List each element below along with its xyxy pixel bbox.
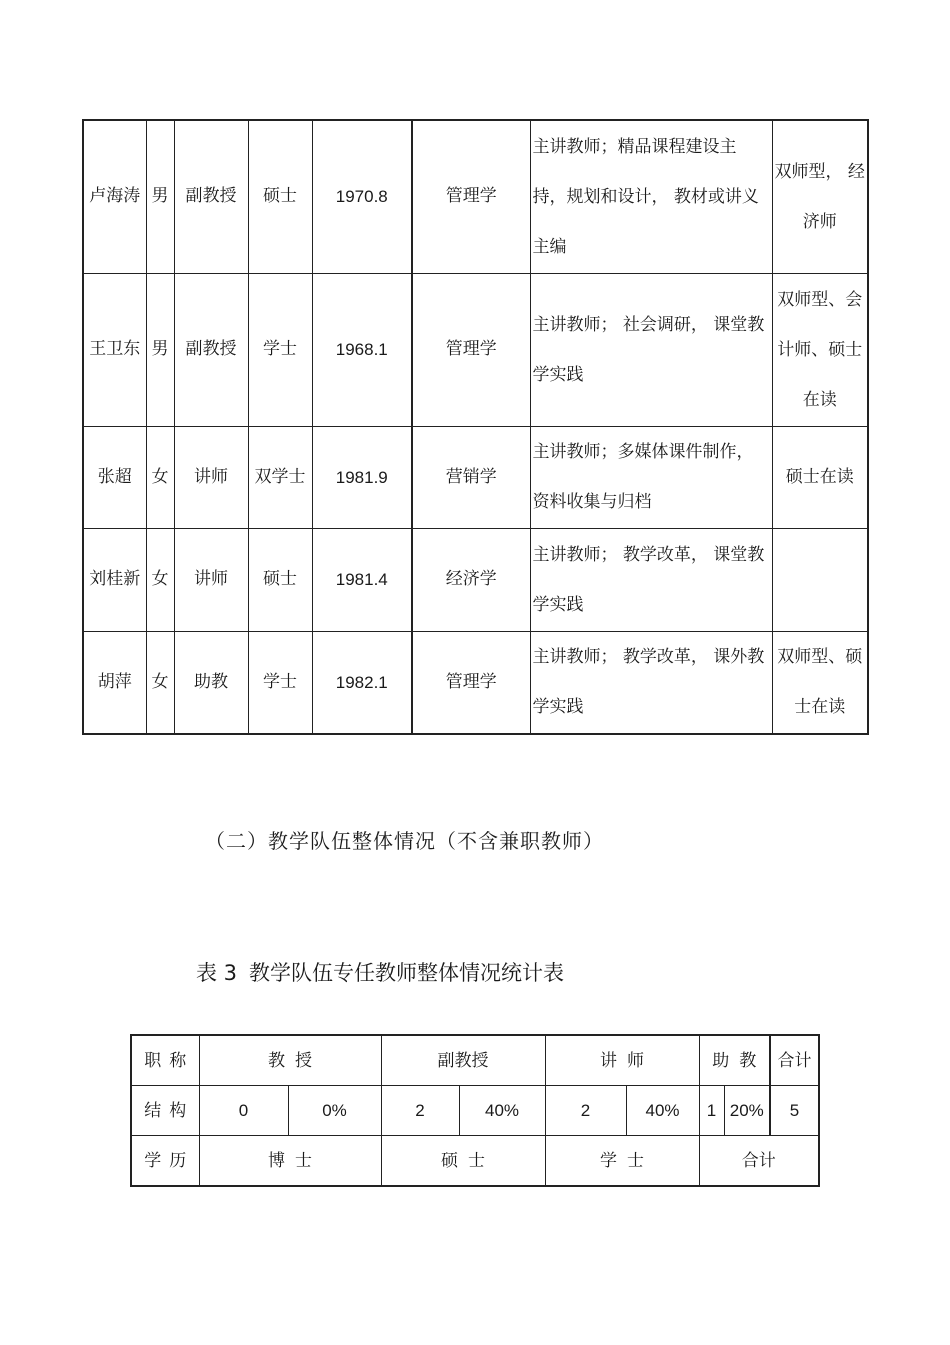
education-row	[131, 1136, 819, 1187]
note-line: 双师型、硕	[777, 647, 863, 668]
teacher-row	[83, 528, 868, 631]
note-line: 双师型、会	[777, 289, 863, 310]
teacher-major: 经济学	[412, 528, 530, 631]
assistant-pct: 20%	[724, 1086, 770, 1136]
note-line: 济师	[802, 211, 837, 232]
teacher-note	[772, 528, 868, 631]
teacher-note	[772, 120, 868, 273]
duty-line: 主讲教师； 社会调研， 课堂教	[532, 314, 765, 335]
education-total-header: 合计	[699, 1136, 819, 1187]
teacher-birth: 1970.8	[312, 120, 412, 273]
assistant-header: 助教	[699, 1035, 770, 1086]
teacher-row	[83, 426, 868, 528]
assoc-count: 2	[381, 1086, 459, 1136]
teacher-degree: 学士	[248, 631, 312, 734]
teacher-duty	[530, 426, 772, 528]
teacher-gender: 男	[146, 120, 174, 273]
note-line: 士在读	[794, 697, 846, 718]
teacher-duty	[530, 631, 772, 734]
education-label: 学历	[131, 1136, 199, 1187]
duty-line: 学实践	[532, 697, 584, 718]
teacher-degree: 双学士	[248, 426, 312, 528]
teacher-degree: 硕士	[248, 120, 312, 273]
teacher-title: 讲师	[174, 528, 248, 631]
table-caption	[196, 958, 564, 988]
teacher-gender: 女	[146, 631, 174, 734]
structure-label: 结构	[131, 1086, 199, 1136]
teacher-name: 王卫东	[83, 273, 146, 426]
assoc-professor-header: 副教授	[381, 1035, 545, 1086]
assoc-pct: 40%	[459, 1086, 545, 1136]
teacher-title: 副教授	[174, 273, 248, 426]
teacher-degree: 硕士	[248, 528, 312, 631]
doctor-header: 博士	[199, 1136, 381, 1187]
professor-pct: 0%	[288, 1086, 381, 1136]
teacher-note	[772, 273, 868, 426]
teacher-note	[772, 631, 868, 734]
duty-line: 主讲教师；精品课程建设主	[532, 136, 737, 157]
teacher-gender: 男	[146, 273, 174, 426]
teacher-name: 胡萍	[83, 631, 146, 734]
teacher-title: 讲师	[174, 426, 248, 528]
section-heading: （二）教学队伍整体情况（不含兼职教师）	[205, 829, 604, 853]
duty-line: 主讲教师；多媒体课件制作，	[532, 442, 754, 462]
duty-line: 主讲教师； 教学改革， 课外教	[532, 647, 765, 668]
teacher-row	[83, 631, 868, 734]
teacher-birth: 1981.4	[312, 528, 412, 631]
master-header: 硕士	[381, 1136, 545, 1187]
teacher-gender: 女	[146, 528, 174, 631]
structure-total: 5	[770, 1086, 819, 1136]
teacher-duty	[530, 273, 772, 426]
teacher-degree: 学士	[248, 273, 312, 426]
teacher-row	[83, 273, 868, 426]
lecturer-header: 讲师	[545, 1035, 699, 1086]
duty-line: 主编	[532, 236, 567, 257]
duty-line: 主讲教师； 教学改革， 课堂教	[532, 544, 765, 565]
teacher-duty	[530, 120, 772, 273]
duty-line: 学实践	[532, 594, 584, 615]
assistant-count: 1	[699, 1086, 724, 1136]
teacher-major: 营销学	[412, 426, 530, 528]
teacher-birth: 1982.1	[312, 631, 412, 734]
total-header: 合计	[770, 1035, 819, 1086]
note-line: 硕士在读	[785, 467, 854, 487]
duty-line: 资料收集与归档	[532, 492, 652, 512]
note-line: 双师型， 经	[774, 161, 865, 182]
teacher-title: 助教	[174, 631, 248, 734]
teacher-name: 张超	[83, 426, 146, 528]
caption-number: 表 3	[196, 961, 238, 985]
teacher-major: 管理学	[412, 273, 530, 426]
staff-statistics-table	[130, 1034, 820, 1187]
title-label: 职称	[131, 1035, 199, 1086]
lecturer-count: 2	[545, 1086, 626, 1136]
professor-count: 0	[199, 1086, 288, 1136]
teacher-name: 卢海涛	[83, 120, 146, 273]
teacher-table	[82, 119, 869, 735]
note-line: 计师、硕士	[777, 339, 863, 360]
caption-text: 教学队伍专任教师整体情况统计表	[249, 961, 565, 985]
teacher-major: 管理学	[412, 120, 530, 273]
teacher-row	[83, 120, 868, 273]
professor-header: 教授	[199, 1035, 381, 1086]
teacher-birth: 1981.9	[312, 426, 412, 528]
title-row	[131, 1035, 819, 1086]
teacher-gender: 女	[146, 426, 174, 528]
teacher-birth: 1968.1	[312, 273, 412, 426]
duty-line: 持，规划和设计， 教材或讲义	[532, 186, 759, 207]
bachelor-header: 学士	[545, 1136, 699, 1187]
duty-line: 学实践	[532, 364, 584, 385]
teacher-duty	[530, 528, 772, 631]
lecturer-pct: 40%	[626, 1086, 699, 1136]
note-line: 在读	[802, 389, 837, 410]
teacher-name: 刘桂新	[83, 528, 146, 631]
structure-row	[131, 1086, 819, 1136]
teacher-title: 副教授	[174, 120, 248, 273]
teacher-major: 管理学	[412, 631, 530, 734]
teacher-note	[772, 426, 868, 528]
